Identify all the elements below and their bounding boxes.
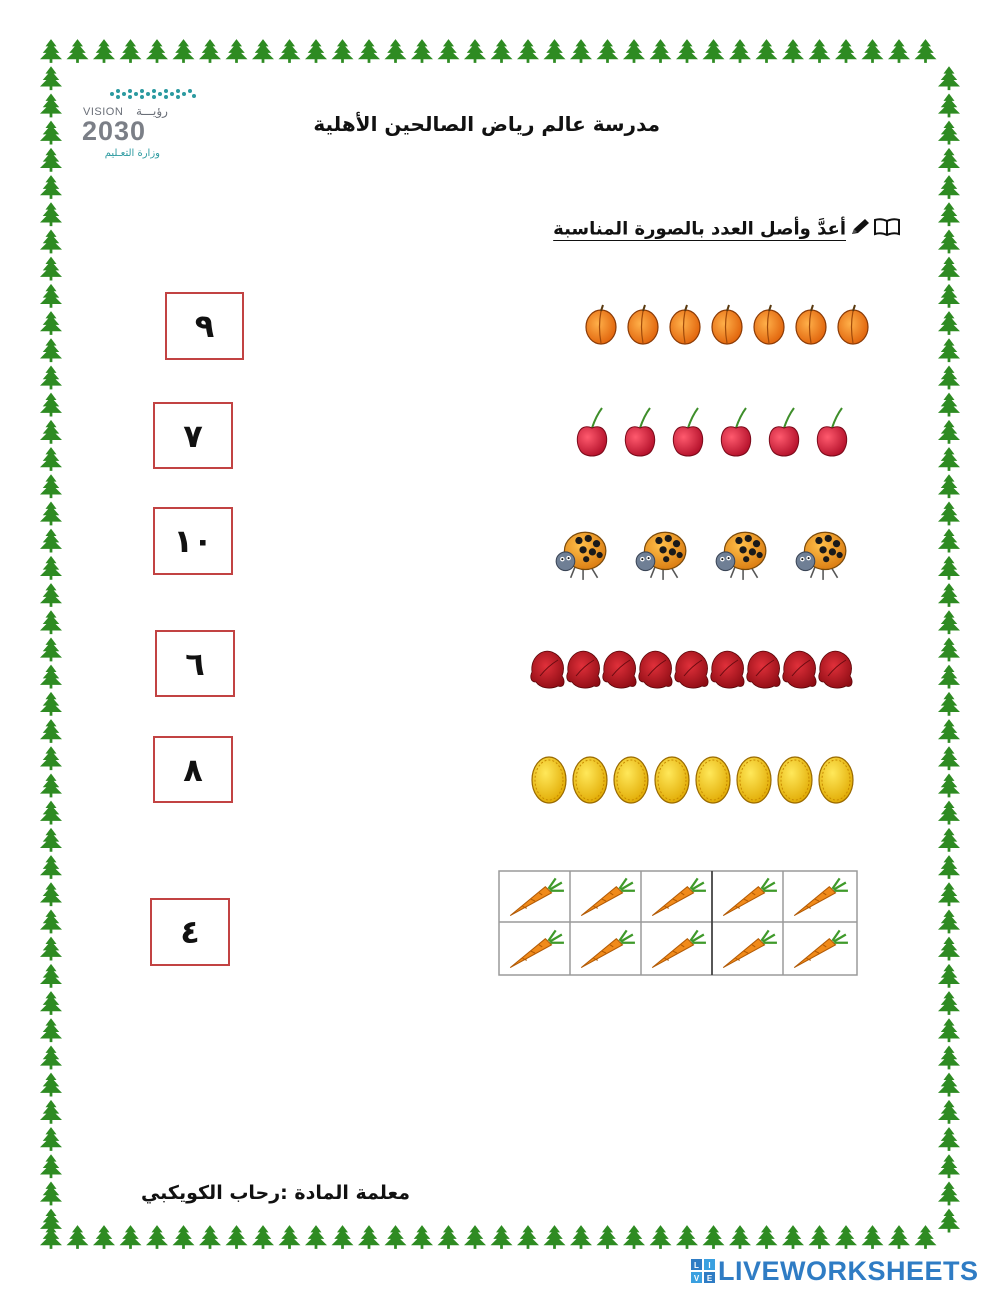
cherry-row[interactable] [570, 404, 860, 462]
tree-icon [40, 202, 62, 226]
lemon-icon [655, 757, 689, 803]
tree-icon [93, 1225, 115, 1249]
tree-icon [938, 257, 960, 281]
cherry-icon [721, 408, 750, 456]
tree-icon [938, 311, 960, 335]
tree-icon [938, 93, 960, 117]
tree-icon [40, 909, 62, 933]
tree-icon [491, 1225, 513, 1249]
tree-icon [915, 39, 937, 63]
red-leaf-icon [747, 651, 780, 688]
lemon-icon [737, 757, 771, 803]
tree-icon [40, 501, 62, 525]
lemon-icon [819, 757, 853, 803]
tree-icon [915, 1225, 937, 1249]
tree-icon [835, 1225, 857, 1249]
number-box-6[interactable] [155, 630, 235, 697]
red-leaf-icon [603, 651, 636, 688]
number-box-9[interactable] [165, 292, 244, 360]
tree-icon [938, 637, 960, 661]
apricot-icon [670, 305, 700, 344]
cherry-icon [817, 408, 846, 456]
tree-icon [411, 1225, 433, 1249]
tree-icon [938, 991, 960, 1015]
ministry-label: وزارة التعـليم [104, 148, 160, 159]
tree-icon [938, 501, 960, 525]
tree-icon [938, 692, 960, 716]
number-label: ٨ [183, 750, 203, 789]
tree-icon [40, 556, 62, 580]
tree-icon [40, 719, 62, 743]
tree-icon [938, 284, 960, 308]
instruction-heading [480, 218, 900, 241]
number-label: ٩ [194, 307, 215, 345]
vision-2030-logo [80, 86, 210, 158]
tree-icon [40, 257, 62, 281]
tree-icon [332, 1225, 354, 1249]
tree-icon [40, 1181, 62, 1205]
number-label: ٦ [185, 644, 205, 683]
tree-icon [938, 202, 960, 226]
tree-icon [173, 1225, 195, 1249]
tree-icon [650, 39, 672, 63]
brand-name: LIVEWORKSHEETS [718, 1255, 979, 1286]
tree-icon [226, 39, 248, 63]
tree-icon [40, 1045, 62, 1069]
svg-text:V: V [693, 1274, 700, 1283]
red-leaf-icon [675, 651, 708, 688]
tree-icon [938, 937, 960, 961]
ladybug-row[interactable] [552, 524, 857, 584]
tree-icon [938, 1073, 960, 1097]
tree-icon [938, 365, 960, 389]
tree-icon [93, 39, 115, 63]
tree-icon [40, 1154, 62, 1178]
apricot-icon [838, 305, 868, 344]
tree-icon [938, 447, 960, 471]
tree-icon [40, 1018, 62, 1042]
tree-icon [464, 39, 486, 63]
tree-icon [40, 420, 62, 444]
tree-icon [40, 882, 62, 906]
tree-icon [40, 773, 62, 797]
number-box-7[interactable] [153, 402, 233, 469]
tree-icon [40, 393, 62, 417]
tree-icon [279, 39, 301, 63]
tree-icon [938, 1181, 960, 1205]
pencil-icon [850, 218, 870, 241]
liveworksheets-brand[interactable] [690, 1256, 979, 1286]
tree-icon [703, 39, 725, 63]
tree-icon [279, 1225, 301, 1249]
cherry-icon [625, 408, 654, 456]
tree-icon [782, 39, 804, 63]
tree-icon [40, 148, 62, 172]
tree-icon [385, 39, 407, 63]
tree-icon [938, 474, 960, 498]
tree-icon [938, 882, 960, 906]
lemon-icon [696, 757, 730, 803]
apricot-icon [712, 305, 742, 344]
vision-year: 2030 [82, 116, 147, 146]
tree-icon [40, 1100, 62, 1124]
vision-dots-icon [108, 86, 198, 102]
tree-icon [782, 1225, 804, 1249]
book-icon [874, 218, 900, 241]
tree-icon [438, 39, 460, 63]
tree-icon [40, 474, 62, 498]
apricot-icon [754, 305, 784, 344]
tree-icon [597, 1225, 619, 1249]
tree-icon [544, 39, 566, 63]
tree-icon [938, 1045, 960, 1069]
tree-icon [938, 610, 960, 634]
tree-icon [40, 610, 62, 634]
tree-icon [938, 1127, 960, 1151]
tree-icon [938, 746, 960, 770]
tree-icon [40, 637, 62, 661]
instruction-text: أعدَّ وأصل العدد بالصورة المناسبة [553, 218, 846, 240]
tree-icon [358, 1225, 380, 1249]
tree-icon [938, 583, 960, 607]
tree-icon [252, 1225, 274, 1249]
tree-icon [40, 1073, 62, 1097]
tree-icon [120, 39, 142, 63]
tree-icon [40, 855, 62, 879]
lemon-icon [573, 757, 607, 803]
red-leaf-icon [567, 651, 600, 688]
tree-icon [40, 746, 62, 770]
tree-icon [40, 365, 62, 389]
school-name: مدرسة عالم رياض الصالحين الأهلية [313, 112, 660, 136]
tree-icon [938, 175, 960, 199]
vision-arabic-label: رؤيـــة [136, 104, 168, 118]
tree-icon [40, 175, 62, 199]
svg-text:E: E [706, 1274, 713, 1283]
cherry-icon [577, 408, 606, 456]
tree-icon [40, 937, 62, 961]
ladybug-icon [716, 532, 766, 580]
tree-icon [756, 1225, 778, 1249]
tree-icon [835, 39, 857, 63]
tree-icon [938, 828, 960, 852]
tree-icon [305, 39, 327, 63]
tree-icon [938, 529, 960, 553]
ladybug-icon [796, 532, 846, 580]
tree-icon [676, 39, 698, 63]
tree-icon [438, 1225, 460, 1249]
tree-icon [385, 1225, 407, 1249]
tree-icon [67, 39, 89, 63]
tree-icon [332, 39, 354, 63]
tree-icon [40, 93, 62, 117]
tree-icon [650, 1225, 672, 1249]
tree-icon [40, 665, 62, 689]
tree-icon [570, 39, 592, 63]
tree-icon [938, 665, 960, 689]
tree-icon [938, 719, 960, 743]
tree-icon [809, 1225, 831, 1249]
apricot-icon [628, 305, 658, 344]
tree-icon [862, 1225, 884, 1249]
tree-icon [938, 338, 960, 362]
tree-icon [703, 1225, 725, 1249]
tree-icon [938, 1154, 960, 1178]
tree-icon [938, 1018, 960, 1042]
tree-icon [938, 121, 960, 145]
tree-icon [40, 338, 62, 362]
tree-icon [120, 1225, 142, 1249]
tree-icon [67, 1225, 89, 1249]
tree-icon [888, 1225, 910, 1249]
tree-icon [938, 855, 960, 879]
tree-icon [938, 229, 960, 253]
tree-icon [411, 39, 433, 63]
lemon-icon [614, 757, 648, 803]
tree-icon [40, 1127, 62, 1151]
tree-icon [252, 39, 274, 63]
tree-icon [623, 1225, 645, 1249]
tree-icon [226, 1225, 248, 1249]
tree-icon [517, 39, 539, 63]
tree-icon [40, 39, 62, 63]
cherry-icon [769, 408, 798, 456]
tree-icon [40, 311, 62, 335]
tree-icon [862, 39, 884, 63]
tree-icon [40, 121, 62, 145]
red-leaf-icon [783, 651, 816, 688]
teacher-name: معلمة المادة :رحاب الكويكبي [140, 1182, 410, 1204]
apricot-row[interactable] [580, 300, 880, 350]
tree-icon [676, 1225, 698, 1249]
svg-text:L: L [694, 1261, 699, 1270]
tree-icon [40, 529, 62, 553]
tree-icon [729, 39, 751, 63]
number-box-10[interactable] [153, 507, 233, 575]
tree-icon [40, 991, 62, 1015]
svg-text:I: I [708, 1261, 711, 1270]
tree-icon [938, 66, 960, 90]
tree-icon [623, 39, 645, 63]
tree-icon [40, 284, 62, 308]
number-box-8[interactable] [153, 736, 233, 803]
red-leaf-icon [819, 651, 852, 688]
tree-icon [40, 447, 62, 471]
number-box-4[interactable] [150, 898, 230, 966]
tree-icon [938, 393, 960, 417]
tree-icon [597, 39, 619, 63]
cherry-icon [673, 408, 702, 456]
ladybug-icon [636, 532, 686, 580]
red-leaf-icon [531, 651, 564, 688]
tree-icon [173, 39, 195, 63]
tree-icon [40, 801, 62, 825]
tree-icon [491, 39, 513, 63]
tree-icon [40, 229, 62, 253]
tree-icon [199, 39, 221, 63]
tree-icon [888, 39, 910, 63]
tree-icon [544, 1225, 566, 1249]
tree-icon [938, 556, 960, 580]
tree-icon [570, 1225, 592, 1249]
carrot-grid[interactable] [498, 870, 858, 978]
apricot-icon [586, 305, 616, 344]
red-leaf-icon [639, 651, 672, 688]
number-label: ٤ [180, 913, 200, 951]
tree-icon [938, 420, 960, 444]
number-label: ٧ [183, 416, 203, 455]
tree-icon [938, 964, 960, 988]
tree-icon [938, 773, 960, 797]
tree-icon [358, 39, 380, 63]
tree-icon [40, 964, 62, 988]
tree-icon [146, 1225, 168, 1249]
tree-icon [938, 801, 960, 825]
tree-icon [756, 39, 778, 63]
tree-icon [938, 148, 960, 172]
tree-icon [40, 1209, 62, 1233]
lemon-icon [532, 757, 566, 803]
tree-icon [938, 1100, 960, 1124]
tree-icon [199, 1225, 221, 1249]
tree-icon [938, 909, 960, 933]
tree-icon [305, 1225, 327, 1249]
tree-icon [40, 66, 62, 90]
tree-icon [40, 692, 62, 716]
tree-icon [517, 1225, 539, 1249]
ladybug-icon [556, 532, 606, 580]
tree-icon [146, 39, 168, 63]
tree-icon [729, 1225, 751, 1249]
number-label: ١٠ [173, 522, 213, 560]
lemon-icon [778, 757, 812, 803]
red-leaf-row[interactable] [526, 644, 858, 692]
tree-icon [464, 1225, 486, 1249]
vision-label: VISION [83, 106, 124, 118]
apricot-icon [796, 305, 826, 344]
tree-icon [40, 583, 62, 607]
liveworksheets-logo-icon [690, 1258, 716, 1284]
lemon-row[interactable] [526, 752, 860, 808]
tree-icon [40, 828, 62, 852]
tree-icon [938, 1209, 960, 1233]
tree-icon [809, 39, 831, 63]
red-leaf-icon [711, 651, 744, 688]
